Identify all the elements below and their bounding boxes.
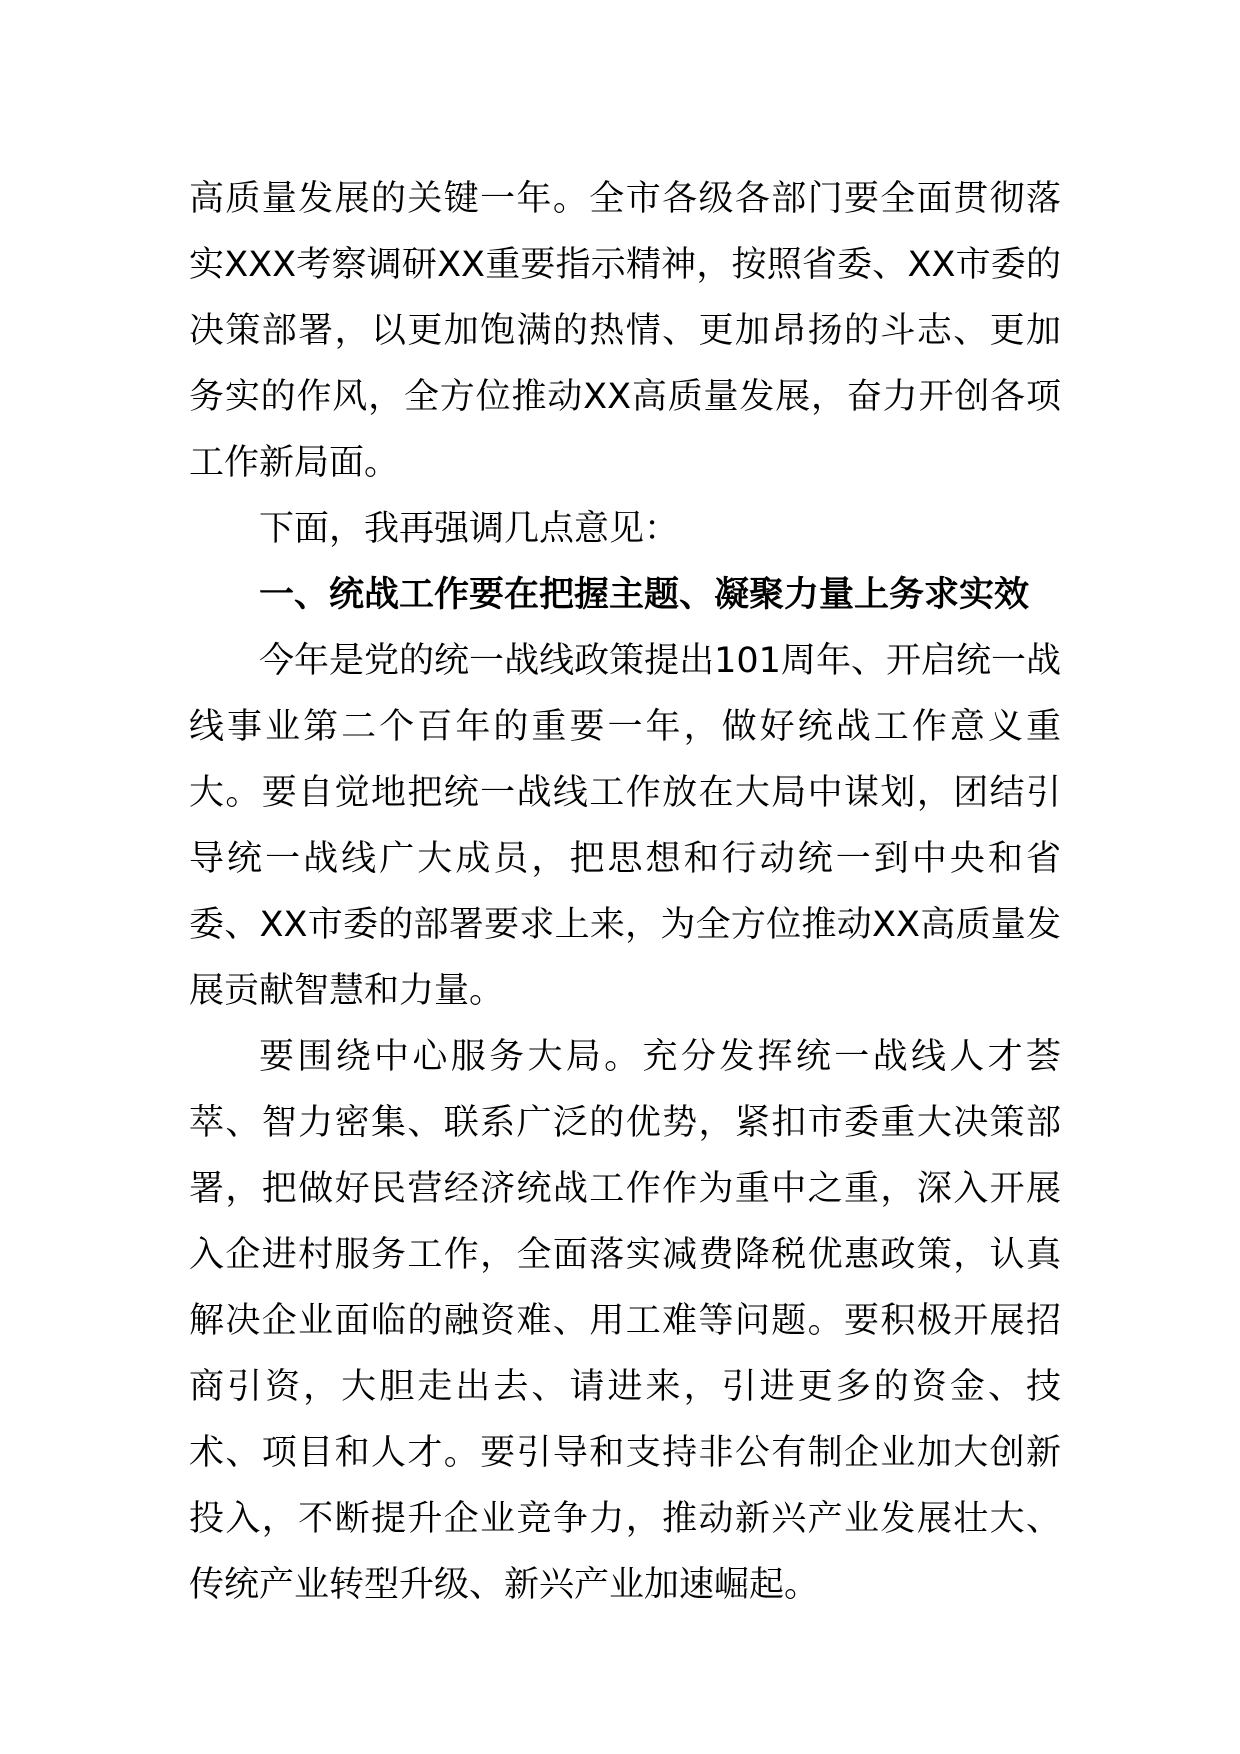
paragraph-body: 今年是党的统一战线政策提出101周年、开启统一战线事业第二个百年的重要一年，做好统战工作意义重大。要自觉地把统一战线工作放在大局中谋划，团结引导统一战线广大成员，把思想和行动统一到中央和省委、XX市委的部署要求上来，为全方位推动XX高质量发展贡献智慧和力量。 [189,641,1061,1011]
paragraph-body: 要围绕中心服务大局。充分发挥统一战线人才荟萃、智力密集、联系广泛的优势，紧扣市委重大决策部署，把做好民营经济统战工作作为重中之重，深入开展入企进村服务工作，全面落实减费降税优惠政策，认真解决企业面临的融资难、用工难等问题。要积极开展招商引资，大胆走出去、请进来，引进更多的资金、技术、项目和人才。要引导和支持非公有制企业加大创新投入，不断提升企业竞争力，推动新兴产业发展壮大、传统产业转型升级、新兴产业加速崛起。 [189,1037,1061,1605]
document-body [189,166,1061,1618]
paragraph-continuation: 高质量发展的关键一年。全市各级各部门要全面贯彻落实XXX考察调研XX重要指示精神，按照省委、XX市委的决策部署，以更加饱满的热情、更加昂扬的斗志、更加务实的作风，全方位推动XX高质量发展，奋力开创各项工作新局面。 [189,179,1061,483]
paragraph-intro: 下面，我再强调几点意见： [259,509,680,549]
section-heading: 一、统战工作要在把握主题、凝聚力量上务求实效 [259,575,1030,615]
